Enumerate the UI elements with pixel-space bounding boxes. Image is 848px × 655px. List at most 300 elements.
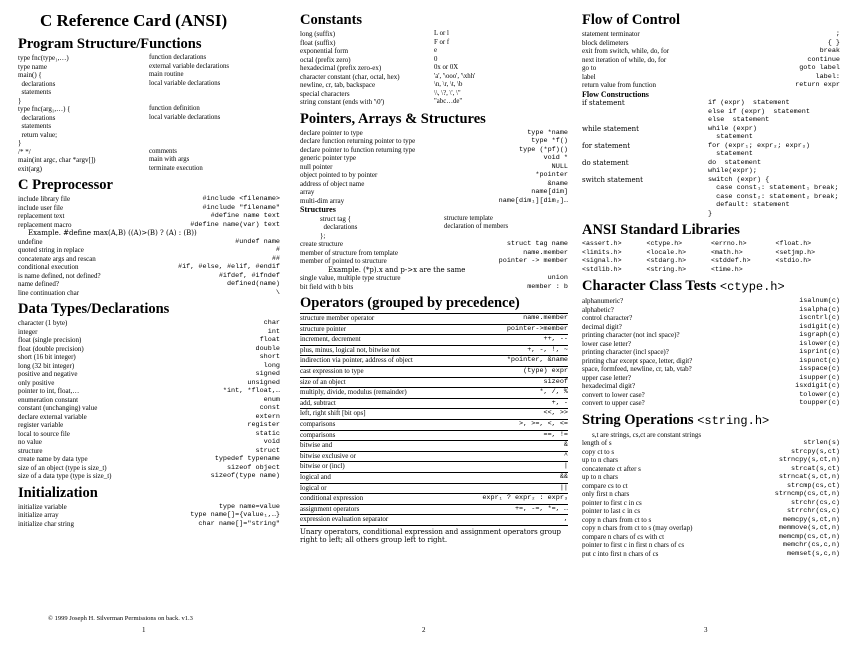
library-header: <errno.h> bbox=[711, 240, 747, 247]
row-value: 0x or 0X bbox=[434, 64, 459, 71]
flow-label: switch statement bbox=[582, 175, 643, 184]
page-number-2: 2 bbox=[422, 626, 426, 634]
row-value: struct tag name bbox=[506, 240, 568, 248]
section-heading-operators: Operators (grouped by precedence) bbox=[300, 295, 520, 311]
row-label: left, right shift [bit ops] bbox=[300, 409, 366, 418]
row bbox=[300, 325, 568, 336]
row bbox=[300, 431, 568, 442]
code-line: while (expr) bbox=[708, 124, 757, 133]
row-label: go to bbox=[582, 64, 597, 72]
row bbox=[300, 249, 568, 258]
flow-if bbox=[582, 99, 840, 125]
row-value: iscntrl(c) bbox=[799, 314, 840, 322]
row-label: bitwise and bbox=[300, 441, 333, 450]
string-subtitle: s,t are strings, cs,ct are constant strings bbox=[592, 430, 702, 439]
row-label: hexadecimal (prefix zero-ex) bbox=[300, 64, 382, 72]
row-label: declarations bbox=[18, 79, 56, 88]
row-label: decimal digit? bbox=[582, 322, 622, 331]
row-label: array bbox=[300, 188, 315, 196]
row-label: float (suffix) bbox=[300, 38, 336, 47]
row-label: compare cs to ct bbox=[582, 481, 628, 490]
row bbox=[582, 64, 840, 73]
row bbox=[582, 541, 840, 550]
row bbox=[300, 494, 568, 505]
row bbox=[300, 399, 568, 410]
libs-list bbox=[582, 240, 840, 274]
row-label: declare pointer to function returning type bbox=[300, 145, 416, 154]
row bbox=[18, 328, 280, 337]
row-value: signed bbox=[255, 370, 280, 378]
row-label: convert to upper case? bbox=[582, 399, 645, 407]
flow-code bbox=[708, 159, 761, 176]
row bbox=[300, 356, 568, 367]
row-label: local to source file bbox=[18, 429, 70, 438]
row bbox=[18, 447, 280, 456]
row bbox=[300, 90, 568, 99]
row bbox=[18, 503, 280, 512]
row-label: object pointed to by pointer bbox=[300, 171, 378, 179]
row-label: include user file bbox=[18, 203, 64, 212]
flow-while bbox=[582, 125, 840, 142]
row-value: , bbox=[563, 515, 568, 524]
row-value: { } bbox=[827, 38, 840, 47]
row-label: integer bbox=[18, 327, 38, 336]
row bbox=[18, 88, 280, 97]
row-value: void bbox=[263, 438, 280, 446]
row-label: copy n chars from ct to s bbox=[582, 515, 652, 524]
code-line: } bbox=[708, 209, 713, 218]
row bbox=[18, 195, 280, 204]
row-label: constant (unchanging) value bbox=[18, 404, 98, 412]
row-value: name.member bbox=[523, 248, 568, 257]
row-value: pointer->member bbox=[506, 324, 568, 333]
row-label: short (16 bit integer) bbox=[18, 353, 76, 361]
row bbox=[18, 131, 280, 140]
row-value: unsigned bbox=[247, 378, 280, 387]
types-list bbox=[18, 319, 280, 481]
row-value: isdigit(c) bbox=[799, 322, 840, 331]
code-line: case const₁: statement₁ break; bbox=[708, 184, 839, 192]
row-value: short bbox=[259, 353, 280, 361]
row-value: memset(s,c,n) bbox=[786, 549, 840, 558]
row-label: alphabetic? bbox=[582, 305, 614, 314]
row bbox=[300, 283, 568, 292]
row bbox=[300, 64, 568, 73]
row bbox=[300, 154, 568, 163]
pointers-list-2 bbox=[300, 240, 568, 266]
page-number-1: 1 bbox=[142, 626, 146, 634]
row-value: L or l bbox=[434, 30, 449, 37]
row bbox=[18, 430, 280, 439]
row bbox=[582, 448, 840, 457]
code-line: statement bbox=[708, 150, 753, 158]
row bbox=[18, 63, 280, 72]
ctype-heading-text: Character Class Tests bbox=[582, 278, 717, 294]
row bbox=[18, 165, 280, 174]
row bbox=[300, 129, 568, 138]
row-value: sizeof object bbox=[226, 463, 280, 472]
row-label: structure bbox=[18, 446, 43, 455]
row-value: expr₁ ? expr₂ : expr₃ bbox=[482, 494, 568, 503]
row-label: declarations bbox=[320, 223, 358, 231]
row-value: strcmp(cs,ct) bbox=[786, 481, 840, 490]
row-label: initialize variable bbox=[18, 502, 67, 511]
row bbox=[300, 240, 568, 249]
structures-label: Structures bbox=[300, 205, 336, 214]
row-value: local variable declarations bbox=[149, 113, 221, 121]
row bbox=[18, 387, 280, 396]
row-value: extern bbox=[255, 412, 280, 421]
row-label: increment, decrement bbox=[300, 335, 361, 344]
row-label: lower case letter? bbox=[582, 339, 631, 348]
preprocessor-list-2 bbox=[18, 238, 280, 298]
row-value: isspace(c) bbox=[799, 365, 840, 373]
row-value bbox=[149, 139, 280, 148]
row-label: main(int argc, char *argv[]) bbox=[18, 156, 96, 164]
row bbox=[18, 289, 280, 298]
row-value: \\, \?, \', \" bbox=[434, 89, 461, 97]
row-label: concatenate ct after s bbox=[582, 464, 641, 473]
row-value bbox=[149, 88, 280, 97]
code-line: if (expr) statement bbox=[708, 99, 790, 107]
row-value: \n, \r, \t, \b bbox=[434, 81, 463, 88]
row-value: ==, != bbox=[543, 430, 568, 439]
row bbox=[18, 54, 280, 63]
row-value: isalnum(c) bbox=[799, 297, 840, 305]
row-value: type (*pf)() bbox=[519, 145, 568, 154]
pointers-list-3 bbox=[300, 274, 568, 291]
row-value: sizeof(type name) bbox=[210, 472, 280, 480]
library-header: <assert.h> bbox=[582, 240, 622, 247]
row bbox=[582, 73, 840, 82]
row-label: character constant (char, octal, hex) bbox=[300, 72, 400, 81]
row-label: struct tag { bbox=[320, 214, 351, 223]
row-label: declare function returning pointer to type bbox=[300, 137, 416, 145]
row bbox=[18, 238, 280, 247]
row-value: static bbox=[255, 429, 280, 438]
row-label: type name bbox=[18, 62, 47, 71]
row-label: member of pointed to structure bbox=[300, 257, 387, 265]
row-label: } bbox=[18, 96, 22, 105]
row-value: <<, >> bbox=[543, 409, 568, 418]
row bbox=[582, 323, 840, 332]
row-value: strlen(s) bbox=[803, 439, 840, 447]
row-label: replacement text bbox=[18, 212, 65, 220]
row bbox=[300, 484, 568, 495]
row-value: ^ bbox=[563, 451, 568, 460]
row bbox=[582, 365, 840, 374]
row-value: external variable declarations bbox=[149, 62, 230, 70]
section-heading-preprocessor: C Preprocessor bbox=[18, 177, 113, 193]
row-value: strncpy(s,ct,n) bbox=[778, 456, 840, 464]
row bbox=[18, 336, 280, 345]
row-label: string constant (ends with '\0') bbox=[300, 98, 385, 106]
string-heading-text: String Operations bbox=[582, 411, 694, 428]
row-value: *pointer bbox=[535, 171, 568, 179]
row-label: declare external variable bbox=[18, 412, 87, 421]
flow-label: do statement bbox=[582, 158, 629, 167]
code-line: do statement bbox=[708, 158, 762, 167]
section-heading-flow: Flow of Control bbox=[582, 12, 681, 28]
column-2 bbox=[300, 10, 568, 545]
row bbox=[18, 212, 280, 221]
row-label: hexadecimal digit? bbox=[582, 382, 636, 390]
row-value: || bbox=[559, 483, 568, 492]
section-heading-libs: ANSI Standard Libraries bbox=[582, 222, 740, 238]
row-value: isprint(c) bbox=[799, 348, 840, 356]
row-label: type fnc(arg₁,…) { bbox=[18, 105, 71, 113]
row-label: bitwise exclusive or bbox=[300, 451, 356, 460]
row-label: alphanumeric? bbox=[582, 297, 624, 305]
row-label: pointer to int, float,… bbox=[18, 387, 80, 395]
row-value: 0 bbox=[434, 55, 438, 63]
library-header: <math.h> bbox=[711, 248, 743, 256]
row-label: create name by data type bbox=[18, 455, 88, 463]
row-value: defined(name) bbox=[226, 280, 280, 288]
row-value: pointer -> member bbox=[498, 257, 568, 265]
library-header: <ctype.h> bbox=[646, 240, 683, 247]
row-label: space, formfeed, newline, cr, tab, vtab? bbox=[582, 365, 692, 373]
row bbox=[18, 105, 280, 114]
row-value: #include "filename" bbox=[202, 203, 280, 212]
row-label: undefine bbox=[18, 237, 43, 246]
row-label: printing character (incl space)? bbox=[582, 348, 669, 356]
section-heading-ctype bbox=[582, 278, 840, 295]
row-label: printing char except space, letter, digit? bbox=[582, 356, 693, 365]
row bbox=[300, 146, 568, 155]
ctype-header-file: <ctype.h> bbox=[719, 280, 785, 294]
row-label: create structure bbox=[300, 240, 343, 248]
row bbox=[300, 420, 568, 431]
struct-template-list bbox=[300, 215, 568, 241]
row-label: character (1 byte) bbox=[18, 319, 68, 327]
row-value bbox=[149, 122, 280, 131]
row bbox=[300, 137, 568, 146]
row-value: name[dim] bbox=[531, 188, 568, 196]
row-value: isgraph(c) bbox=[799, 331, 840, 339]
row bbox=[582, 47, 840, 56]
row bbox=[300, 378, 568, 389]
library-header: <stdio.h> bbox=[775, 257, 812, 264]
row bbox=[582, 391, 840, 400]
library-header: <time.h> bbox=[711, 265, 743, 273]
row bbox=[300, 335, 568, 346]
row-label: size of an object (type is size_t) bbox=[18, 463, 107, 472]
code-line: else if (expr) statement bbox=[708, 107, 810, 116]
library-header: <string.h> bbox=[646, 265, 687, 273]
row bbox=[300, 98, 568, 107]
row-value bbox=[149, 97, 280, 106]
row-value bbox=[444, 232, 568, 241]
row-value: ; bbox=[835, 30, 840, 38]
row-label: long (suffix) bbox=[300, 30, 336, 38]
row bbox=[300, 180, 568, 189]
row-value: comments bbox=[149, 147, 177, 155]
row-value: union bbox=[547, 274, 568, 282]
row-label: logical and bbox=[300, 472, 331, 481]
row bbox=[18, 246, 280, 255]
row-label: no value bbox=[18, 438, 42, 446]
row-label: next iteration of while, do, for bbox=[582, 55, 667, 64]
row bbox=[18, 345, 280, 354]
row bbox=[582, 533, 840, 542]
row-label: null pointer bbox=[300, 162, 333, 171]
row bbox=[300, 47, 568, 56]
library-header: <stddef.h> bbox=[711, 257, 751, 264]
row bbox=[300, 452, 568, 463]
flow-list bbox=[582, 30, 840, 90]
row-label: put c into first n chars of cs bbox=[582, 549, 659, 558]
row-value: enum bbox=[263, 395, 280, 404]
row bbox=[300, 515, 568, 526]
row-label: concatenate args and rescan bbox=[18, 254, 96, 263]
row-label: main() { bbox=[18, 71, 42, 79]
row-value: main routine bbox=[149, 71, 184, 78]
row-value: NULL bbox=[551, 162, 568, 171]
column-1 bbox=[18, 10, 280, 528]
row-value: name.member bbox=[523, 314, 568, 322]
row-label: }; bbox=[320, 231, 326, 240]
row-label: line continuation char bbox=[18, 288, 80, 297]
row-value: sizeof bbox=[543, 377, 568, 386]
code-line: else statement bbox=[708, 116, 770, 124]
row bbox=[300, 56, 568, 65]
row bbox=[18, 379, 280, 388]
row bbox=[18, 464, 280, 473]
row-label: conditional expression bbox=[300, 494, 364, 503]
row-value: && bbox=[559, 472, 568, 481]
row-label: control character? bbox=[582, 314, 633, 322]
row bbox=[582, 490, 840, 499]
row bbox=[300, 171, 568, 180]
row-label: label bbox=[582, 72, 596, 81]
code-line: case const₂: statement₂ break; bbox=[708, 192, 839, 201]
row-value: type name[]={value₁,…} bbox=[190, 511, 280, 519]
row-value: register bbox=[247, 421, 280, 429]
row-label: bit field with b bits bbox=[300, 282, 354, 291]
row bbox=[582, 297, 840, 306]
row bbox=[18, 370, 280, 379]
row-value: double bbox=[255, 344, 280, 353]
row-label: include library file bbox=[18, 195, 71, 203]
row bbox=[582, 357, 840, 366]
row-value: | bbox=[563, 462, 568, 471]
row-value: memmove(s,ct,n) bbox=[778, 524, 840, 532]
row-value bbox=[149, 131, 280, 140]
copyright-footer: © 1999 Joseph H. Silverman Permissions on back. v1.3 bbox=[48, 615, 193, 622]
flow-label: for statement bbox=[582, 141, 631, 150]
row-value: label: bbox=[815, 72, 840, 81]
row-label: declarations bbox=[18, 113, 56, 122]
row-value: memchr(cs,c,n) bbox=[782, 541, 840, 549]
row-label: enumeration constant bbox=[18, 395, 79, 404]
row-label: up to n chars bbox=[582, 473, 618, 481]
code-line: for (expr₁; expr₂; expr₃) bbox=[708, 141, 810, 150]
row-label: add, subtract bbox=[300, 398, 336, 407]
row-value: #undef name bbox=[235, 237, 280, 246]
row-label: convert to lower case? bbox=[582, 390, 645, 399]
row-label: bitwise or (incl) bbox=[300, 462, 345, 471]
row-value: ## bbox=[271, 254, 280, 263]
row-label: long (32 bit integer) bbox=[18, 361, 75, 370]
row-value: # bbox=[275, 246, 280, 254]
row bbox=[18, 221, 280, 230]
row-value: type name=value bbox=[218, 502, 280, 511]
row-value: function declarations bbox=[149, 54, 207, 61]
row bbox=[300, 505, 568, 516]
row bbox=[300, 257, 568, 266]
row bbox=[582, 465, 840, 474]
row-label: return value; bbox=[18, 130, 58, 139]
row-label: copy ct to s bbox=[582, 447, 615, 456]
row-value: \ bbox=[275, 288, 280, 297]
row bbox=[320, 223, 568, 232]
row-value: #ifdef, #ifndef bbox=[218, 271, 280, 280]
row-value: islower(c) bbox=[799, 339, 840, 348]
row bbox=[582, 507, 840, 516]
row-value: ++, -- bbox=[543, 335, 568, 344]
row-value: const bbox=[259, 404, 280, 412]
row bbox=[300, 409, 568, 420]
row bbox=[300, 462, 568, 473]
row bbox=[300, 313, 568, 325]
operators-table bbox=[300, 313, 568, 526]
row-value: #if, #else, #elif, #endif bbox=[178, 263, 280, 271]
row-label: } bbox=[18, 139, 22, 147]
row-value: memcpy(s,ct,n) bbox=[782, 515, 840, 524]
row-label: expression evaluation separator bbox=[300, 515, 389, 524]
row bbox=[582, 39, 840, 48]
row-value: break bbox=[819, 47, 840, 55]
row bbox=[18, 71, 280, 80]
row bbox=[18, 139, 280, 148]
row-value: #include <filename> bbox=[202, 195, 280, 203]
row-label: size of a data type (type is size_t) bbox=[18, 472, 112, 480]
row-value: struct bbox=[255, 446, 280, 455]
row bbox=[18, 421, 280, 430]
string-header-file: <string.h> bbox=[697, 413, 770, 428]
row-label: exit from switch, while, do, for bbox=[582, 47, 670, 55]
row-label: initialize array bbox=[18, 511, 59, 519]
row-label: cast expression to type bbox=[300, 366, 364, 375]
row-label: member of structure from template bbox=[300, 248, 398, 257]
row-label: single value, multiple type structure bbox=[300, 274, 401, 282]
row-value: isxdigit(c) bbox=[795, 382, 840, 390]
row-label: pointer to first c in first n chars of cs bbox=[582, 541, 685, 549]
row-label: only positive bbox=[18, 378, 55, 387]
row-value: isupper(c) bbox=[799, 373, 840, 382]
code-line: switch (expr) { bbox=[708, 175, 770, 184]
library-header: <float.h> bbox=[775, 240, 812, 247]
preprocessor-example: Example. #define max(A,B) ((A)>(B) ? (A) : (B)) bbox=[28, 229, 197, 237]
row bbox=[300, 197, 568, 206]
string-list bbox=[582, 439, 840, 558]
row bbox=[300, 188, 568, 197]
row bbox=[18, 80, 280, 89]
row bbox=[300, 274, 568, 283]
row-label: return value from function bbox=[582, 81, 657, 89]
code-line: while(expr); bbox=[708, 167, 757, 175]
section-heading-types: Data Types/Declarations bbox=[18, 301, 170, 317]
row bbox=[18, 272, 280, 281]
row bbox=[18, 511, 280, 520]
row bbox=[582, 348, 840, 357]
row-value: structure template bbox=[444, 214, 493, 222]
row bbox=[582, 306, 840, 315]
row-value: *, /, % bbox=[539, 388, 568, 397]
row-label: length of s bbox=[582, 439, 612, 447]
row-label: comparisons bbox=[300, 430, 336, 439]
